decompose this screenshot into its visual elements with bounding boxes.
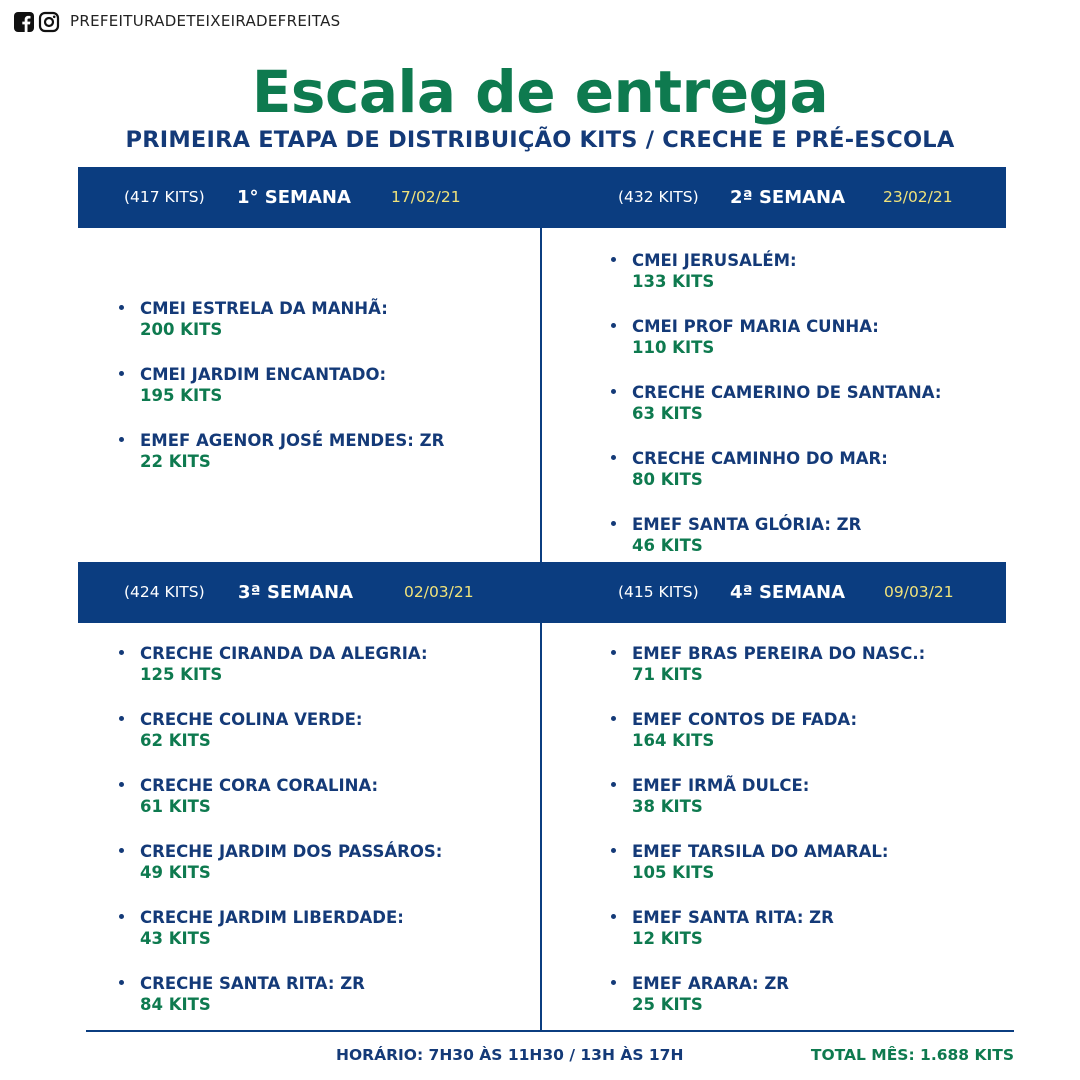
- kit-count: 84 KITS: [140, 995, 211, 1014]
- week-1-label: 1° SEMANA: [237, 187, 351, 208]
- week-3-label: 3ª SEMANA: [238, 582, 354, 603]
- week-1-total-kits: (417 KITS): [124, 188, 205, 206]
- kit-count: 195 KITS: [140, 386, 223, 405]
- week-4-date: 09/03/21: [884, 583, 954, 601]
- school-name: EMEF SANTA GLÓRIA: ZR: [632, 515, 862, 534]
- list-item: [611, 775, 925, 841]
- week-1-school-list: [119, 298, 444, 496]
- school-name: CRECHE CAMINHO DO MAR:: [632, 449, 888, 468]
- school-name: EMEF AGENOR JOSÉ MENDES: ZR: [140, 431, 445, 450]
- school-name: EMEF TARSILA DO AMARAL:: [632, 842, 889, 861]
- school-name: EMEF BRAS PEREIRA DO NASC.:: [632, 644, 926, 663]
- list-item: [119, 709, 442, 775]
- instagram-icon: [38, 11, 60, 33]
- kit-count: 61 KITS: [140, 797, 211, 816]
- social-icons: [14, 11, 60, 33]
- list-item: [119, 643, 442, 709]
- list-item: [119, 841, 442, 907]
- school-name: CRECHE CIRANDA DA ALEGRIA:: [140, 644, 428, 663]
- kit-count: 71 KITS: [632, 665, 703, 684]
- week-3-school-list: [119, 643, 442, 1039]
- school-name: CMEI JERUSALÉM:: [632, 251, 797, 270]
- week-4-total-kits: (415 KITS): [618, 583, 699, 601]
- school-name: CMEI ESTRELA DA MANHÃ:: [140, 299, 388, 318]
- delivery-hours: HORÁRIO: 7H30 ÀS 11H30 / 13H ÀS 17H: [336, 1046, 684, 1064]
- school-name: CRECHE JARDIM DOS PASSÁROS:: [140, 842, 443, 861]
- social-handle: PREFEITURADETEIXEIRADEFREITAS: [70, 12, 341, 30]
- school-name: EMEF IRMÃ DULCE:: [632, 776, 810, 795]
- school-name: CRECHE SANTA RITA: ZR: [140, 974, 365, 993]
- school-name: EMEF SANTA RITA: ZR: [632, 908, 834, 927]
- facebook-icon: [14, 12, 34, 32]
- kit-count: 62 KITS: [140, 731, 211, 750]
- kit-count: 105 KITS: [632, 863, 715, 882]
- kit-count: 43 KITS: [140, 929, 211, 948]
- list-item: [611, 316, 941, 382]
- monthly-total: TOTAL MÊS: 1.688 KITS: [810, 1046, 1014, 1064]
- school-name: CRECHE JARDIM LIBERDADE:: [140, 908, 404, 927]
- footer-divider: [86, 1030, 1014, 1032]
- week-4-school-list: [611, 643, 925, 1039]
- list-item: [611, 382, 941, 448]
- week-1-date: 17/02/21: [391, 188, 461, 206]
- school-name: CRECHE CORA CORALINA:: [140, 776, 379, 795]
- kit-count: 125 KITS: [140, 665, 223, 684]
- school-name: CRECHE COLINA VERDE:: [140, 710, 363, 729]
- list-item: [119, 430, 444, 496]
- page-title: Escala de entrega: [251, 58, 829, 126]
- kit-count: 200 KITS: [140, 320, 223, 339]
- kit-count: 164 KITS: [632, 731, 715, 750]
- list-item: [611, 643, 925, 709]
- kit-count: 46 KITS: [632, 536, 703, 555]
- week-3-date: 02/03/21: [404, 583, 474, 601]
- kit-count: 25 KITS: [632, 995, 703, 1014]
- list-item: [119, 364, 444, 430]
- week-3-total-kits: (424 KITS): [124, 583, 205, 601]
- column-divider-bottom: [540, 623, 542, 1031]
- school-name: EMEF CONTOS DE FADA:: [632, 710, 858, 729]
- weeks-header-bar-top: [78, 167, 1006, 228]
- list-item: [611, 514, 941, 580]
- kit-count: 63 KITS: [632, 404, 703, 423]
- list-item: [611, 448, 941, 514]
- school-name: CMEI PROF MARIA CUNHA:: [632, 317, 879, 336]
- week-2-school-list: [611, 250, 941, 580]
- week-4-label: 4ª SEMANA: [730, 582, 846, 603]
- list-item: [611, 907, 925, 973]
- kit-count: 133 KITS: [632, 272, 715, 291]
- kit-count: 38 KITS: [632, 797, 703, 816]
- list-item: [119, 298, 444, 364]
- kit-count: 110 KITS: [632, 338, 715, 357]
- school-name: EMEF ARARA: ZR: [632, 974, 790, 993]
- list-item: [611, 250, 941, 316]
- school-name: CRECHE CAMERINO DE SANTANA:: [632, 383, 942, 402]
- week-2-date: 23/02/21: [883, 188, 953, 206]
- kit-count: 22 KITS: [140, 452, 211, 471]
- list-item: [119, 907, 442, 973]
- list-item: [119, 775, 442, 841]
- school-name: CMEI JARDIM ENCANTADO:: [140, 365, 387, 384]
- kit-count: 80 KITS: [632, 470, 703, 489]
- column-divider-top: [540, 228, 542, 562]
- list-item: [611, 841, 925, 907]
- week-2-label: 2ª SEMANA: [730, 187, 846, 208]
- week-2-total-kits: (432 KITS): [618, 188, 699, 206]
- kit-count: 12 KITS: [632, 929, 703, 948]
- kit-count: 49 KITS: [140, 863, 211, 882]
- page-subtitle: PRIMEIRA ETAPA DE DISTRIBUIÇÃO KITS / CRECHE E PRÉ-ESCOLA: [125, 127, 955, 153]
- list-item: [611, 709, 925, 775]
